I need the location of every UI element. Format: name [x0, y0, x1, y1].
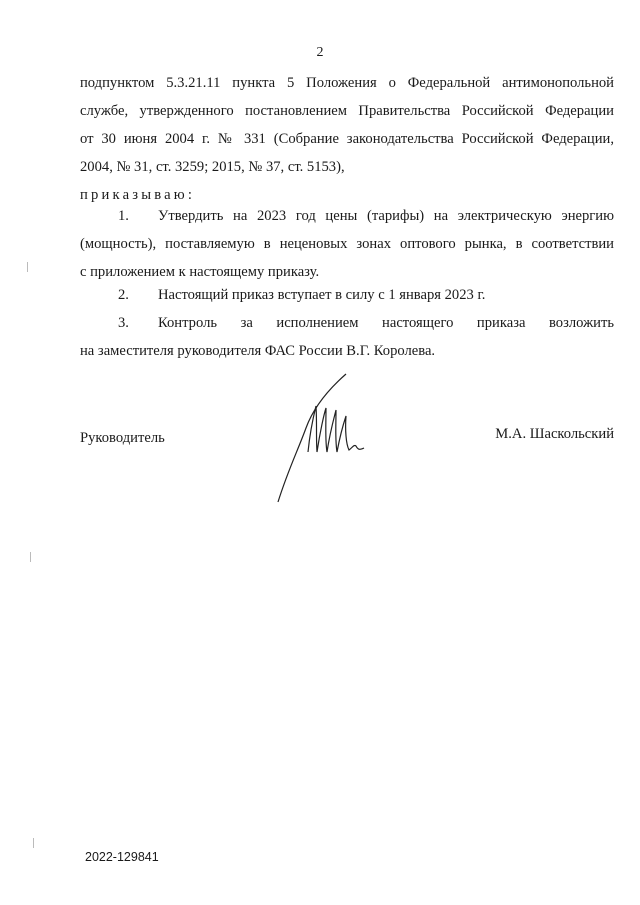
order-item-text: Утвердить на 2023 год цены (тарифы) на электрическую энергию: [158, 208, 614, 224]
order-item-number: 3.: [118, 315, 129, 331]
order-item-number: 1.: [118, 208, 129, 224]
order-item-text: Контроль за исполнением настоящего приказа возложить: [158, 315, 614, 331]
handwritten-signature: [270, 370, 380, 510]
order-item-line: [80, 202, 614, 230]
order-item-3: [80, 309, 614, 365]
order-item-line: [80, 309, 614, 337]
order-item-line: с приложением к настоящему приказу.: [80, 264, 320, 280]
order-item-2: [80, 281, 614, 309]
page-number: 2: [316, 45, 324, 60]
scan-artifact: [33, 838, 34, 848]
signer-title: Руководитель: [80, 430, 165, 446]
intro-line: службе, утвержденного постановлением Правительства Российской Федерации: [80, 103, 614, 119]
intro-paragraph: [80, 69, 614, 181]
intro-line: 2004, № 31, ст. 3259; 2015, № 37, ст. 5153),: [80, 159, 345, 175]
scan-artifact: [30, 552, 31, 562]
order-item-number: 2.: [118, 287, 129, 303]
order-word: приказываю:: [80, 187, 196, 203]
order-item-line: (мощность), поставляемую в неценовых зонах оптового рынка, в соответствии: [80, 236, 614, 252]
intro-line: подпунктом 5.3.21.11 пункта 5 Положения о Федеральной антимонопольной: [80, 75, 614, 91]
order-item-1: [80, 202, 614, 286]
signer-name: М.А. Шаскольский: [495, 426, 614, 442]
order-item-line: на заместителя руководителя ФАС России В.Г. Королева.: [80, 343, 436, 359]
scan-artifact: [27, 262, 28, 272]
intro-line: от 30 июня 2004 г. № 331 (Собрание законодательства Российской Федерации,: [80, 131, 614, 147]
document-id: 2022-129841: [85, 850, 159, 864]
order-item-text: Настоящий приказ вступает в силу с 1 января 2023 г.: [158, 287, 486, 303]
order-item-line: [80, 281, 614, 309]
